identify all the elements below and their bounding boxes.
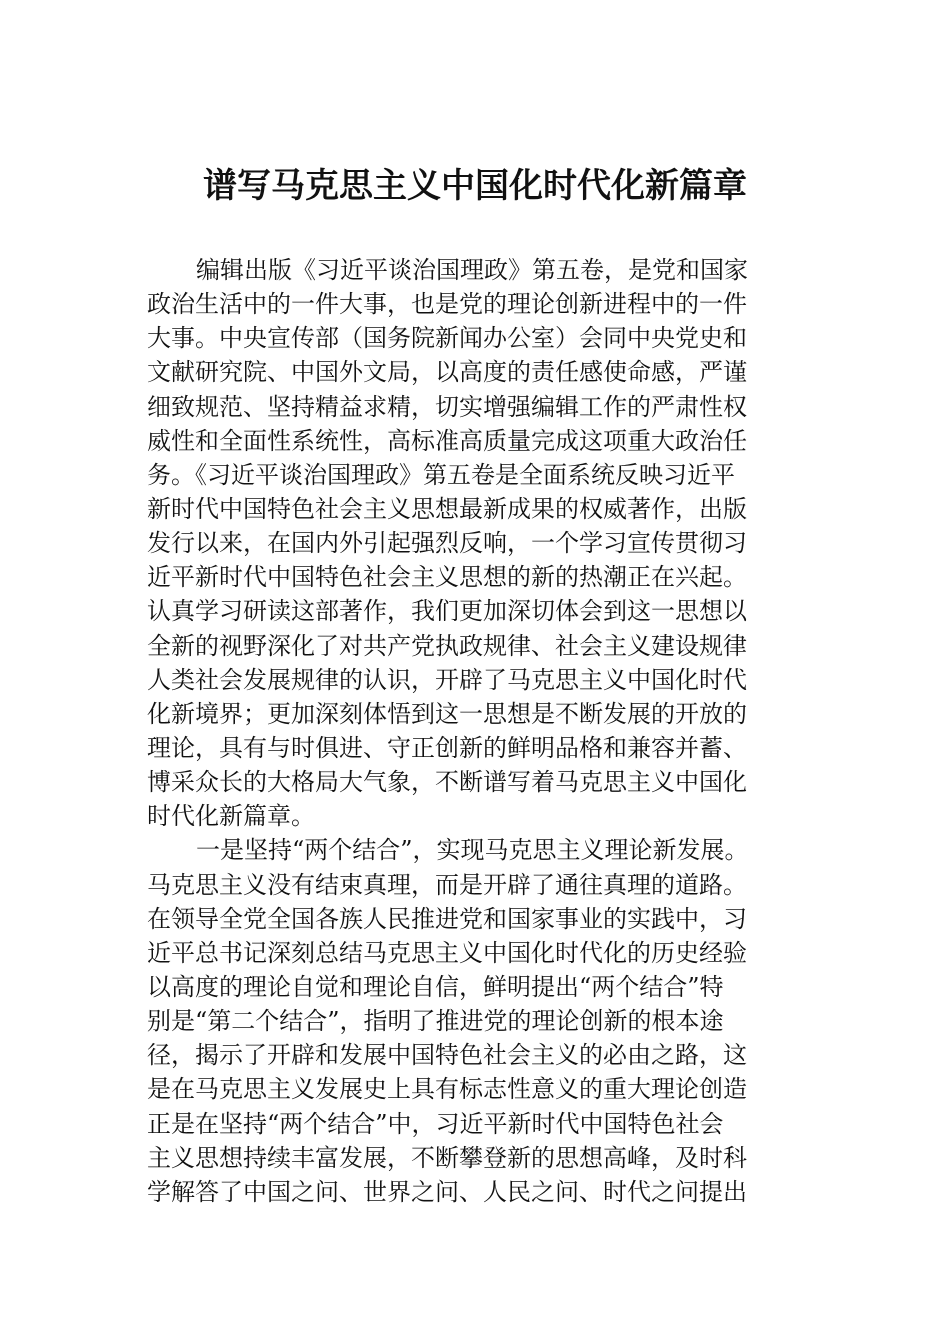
text-line: 认真学习研读这部著作，我们更加深切体会到这一思想以 — [147, 597, 747, 626]
text-line: 全新的视野深化了对共产党执政规律、社会主义建设规律 — [147, 631, 747, 660]
text-line: 发行以来，在国内外引起强烈反响，一个学习宣传贯彻习 — [147, 529, 747, 558]
text-line: 是在马克思主义发展史上具有标志性意义的重大理论创造 — [147, 1075, 747, 1104]
text-line: 威性和全面性系统性，高标准高质量完成这项重大政治任 — [147, 426, 747, 455]
text-line: 理论，具有与时俱进、守正创新的鲜明品格和兼容并蓄、 — [147, 733, 747, 762]
text-line: 正是在坚持“两个结合”中，习近平新时代中国特色社会 — [147, 1109, 724, 1138]
text-line: 大事。中央宣传部（国务院新闻办公室）会同中央党史和 — [147, 324, 747, 353]
text-line: 博采众长的大格局大气象，不断谱写着马克思主义中国化 — [147, 768, 747, 797]
text-line: 化新境界；更加深刻体悟到这一思想是不断发展的开放的 — [147, 699, 747, 728]
text-line: 细致规范、坚持精益求精，切实增强编辑工作的严肃性权 — [147, 392, 747, 421]
text-line: 学解答了中国之问、世界之问、人民之问、时代之问提出 — [147, 1177, 747, 1206]
text-line: 主义思想持续丰富发展，不断攀登新的思想高峰，及时科 — [147, 1143, 747, 1172]
paragraph-first-line: 一是坚持“两个结合”，实现马克思主义理论新发展。 — [196, 836, 749, 865]
text-line: 近平新时代中国特色社会主义思想的新的热潮正在兴起。 — [147, 563, 747, 592]
paragraph-first-line: 编辑出版《习近平谈治国理政》第五卷，是党和国家 — [196, 256, 748, 284]
text-line: 新时代中国特色社会主义思想最新成果的权威著作，出版 — [147, 494, 747, 523]
text-line: 径，揭示了开辟和发展中国特色社会主义的必由之路，这 — [147, 1041, 747, 1070]
text-line: 文献研究院、中国外文局，以高度的责任感使命感，严谨 — [147, 358, 747, 387]
text-line: 务。《习近平谈治国理政》第五卷是全面系统反映习近平 — [147, 460, 735, 489]
text-line: 在领导全党全国各族人民推进党和国家事业的实践中，习 — [147, 904, 747, 933]
document-body — [147, 253, 807, 1209]
text-line: 以高度的理论自觉和理论自信，鲜明提出“两个结合”特 — [147, 972, 724, 1001]
text-line: 近平总书记深刻总结马克思主义中国化时代化的历史经验 — [147, 938, 747, 967]
document-title: 谱写马克思主义中国化时代化新篇章 — [203, 166, 747, 206]
text-line: 政治生活中的一件大事，也是党的理论创新进程中的一件 — [147, 290, 747, 319]
text-line: 人类社会发展规律的认识，开辟了马克思主义中国化时代 — [147, 665, 747, 694]
text-line: 马克思主义没有结束真理，而是开辟了通往真理的道路。 — [147, 870, 747, 899]
text-line: 时代化新篇章。 — [147, 802, 315, 831]
text-line: 别是“第二个结合”，指明了推进党的理论创新的根本途 — [147, 1007, 724, 1036]
